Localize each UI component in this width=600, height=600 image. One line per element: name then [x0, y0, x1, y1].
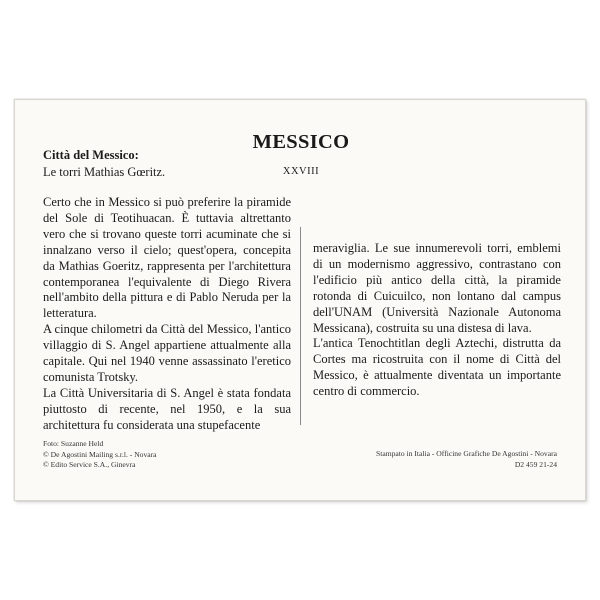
paragraph: L'antica Tenochtitlan degli Aztechi, distrutta da Cortes ma ricostruita con il nome di Città del Messico, è attualmente diventata un importante centro di commercio. [313, 336, 561, 399]
credit-line: Foto: Suzanne Held [43, 439, 104, 448]
work-subheading: Le torri Mathias Gœritz. [43, 165, 166, 179]
paragraph: meraviglia. Le sue innumerevoli torri, emblemi di un modernismo aggressivo, contrastano con l'edificio più antico della città, la piramide rotonda di Cuicuilco, non lontano dal campus dell'UNAM (Università Nazionale Autonoma Messicana), costruita su una distesa di lava. [313, 241, 561, 335]
place-heading: Città del Messico: [43, 148, 139, 162]
card-title: MESSICO [252, 131, 350, 153]
text-column-left [43, 195, 291, 434]
catalog-code: D2 459 21-24 [514, 459, 557, 469]
postcard-back [14, 99, 586, 501]
paragraph: La Città Universitaria di S. Angel è stata fondata piuttosto di recente, nel 1950, e la sua architettura fu considerata una stupefacente [43, 385, 291, 432]
credit-line: © Edito Service S.A., Ginevra [43, 460, 136, 470]
column-divider [300, 227, 301, 425]
subject-block [43, 147, 165, 181]
paragraph: Certo che in Messico si può preferire la piramide del Sole di Teotihuacan. È tuttavia altrettanto vero che si trovano queste torri acuminate che si innalzano verso il cielo; quest'opera, concepita da Mathias Goeritz, rappresenta per l'architettura contemporanea l'equivalente di Diego Rivera nell'ambito della pittura e di Pablo Neruda per la letteratura. [43, 195, 291, 321]
card-number: XXVIII [282, 166, 320, 177]
paragraph: A cinque chilometri da Città del Messico, l'antico villaggio di S. Angel appartiene attualmente alla capitale. Qui nel 1940 venne assassinato l'eretico comunista Trotsky. [43, 322, 291, 384]
printer-line: Stampato in Italia - Officine Grafiche De Agostini - Novara [376, 449, 557, 458]
credit-line: © De Agostini Mailing s.r.l. - Novara [43, 449, 157, 459]
text-column-right [313, 241, 561, 400]
photo-credits [43, 439, 157, 471]
printer-info [376, 449, 557, 470]
